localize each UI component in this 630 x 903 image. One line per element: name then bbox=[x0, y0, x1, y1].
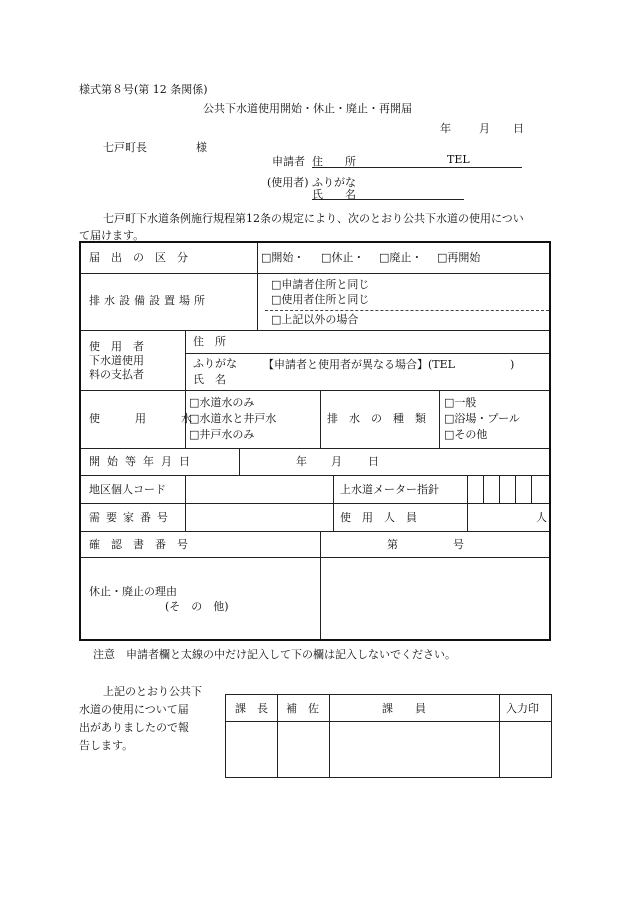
addressee-honorific: 様 bbox=[196, 141, 207, 154]
water-option-well[interactable]: □井戸水のみ bbox=[189, 428, 255, 441]
payer-label-3: 料の支払者 bbox=[89, 368, 144, 381]
addressee: 七戸町長 bbox=[103, 141, 147, 154]
payer-name-label: 氏 名 bbox=[193, 373, 226, 386]
reason-sub: (そ の 他) bbox=[165, 600, 229, 613]
haisui-option-applicant[interactable]: □申請者住所と同じ bbox=[271, 278, 370, 291]
date-day: 日 bbox=[513, 122, 524, 135]
approval-header-deputy: 補 佐 bbox=[286, 702, 319, 715]
haisui-option-user[interactable]: □使用者住所と同じ bbox=[271, 293, 370, 306]
option-start[interactable]: □開始・ bbox=[261, 251, 305, 264]
report-text-3: 出がありましたので報 bbox=[79, 721, 189, 734]
approval-header-stamp: 入力印 bbox=[506, 702, 539, 715]
application-form bbox=[79, 241, 551, 641]
confirm-number-label: 確 認 書 番 号 bbox=[89, 538, 188, 551]
approval-header-staff: 課 員 bbox=[382, 702, 426, 715]
water-option-tap[interactable]: □水道水のみ bbox=[189, 396, 255, 409]
option-abolish[interactable]: □廃止・ bbox=[379, 251, 423, 264]
payer-furigana-label: ふりがな bbox=[193, 357, 237, 370]
payer-note: 【申請者と使用者が異なる場合】(TEL ) bbox=[263, 358, 515, 371]
drain-kind-label: 排 水 の 種 類 bbox=[327, 412, 426, 425]
approval-header-chief: 課 長 bbox=[235, 702, 268, 715]
date-month: 月 bbox=[479, 122, 490, 135]
reason-label: 休止・廃止の理由 bbox=[89, 585, 177, 598]
meter-label: 上水道メーター指針 bbox=[340, 483, 439, 496]
approval-table bbox=[225, 694, 552, 778]
form-number: 様式第８号(第 12 条関係) bbox=[79, 83, 208, 96]
haisui-label: 排水設備設置場所 bbox=[89, 294, 209, 307]
report-text-2: 水道の使用について届 bbox=[79, 703, 189, 716]
applicant-label: 申請者 bbox=[272, 155, 305, 168]
intro-line2: て届けます。 bbox=[79, 229, 145, 242]
start-day: 日 bbox=[368, 455, 379, 468]
user-name-label: 氏 名 bbox=[312, 188, 356, 201]
customer-number-label: 需要家番号 bbox=[89, 511, 174, 524]
payer-address-label: 住 所 bbox=[193, 335, 226, 348]
date-year: 年 bbox=[440, 122, 451, 135]
payer-label-2: 下水道使用 bbox=[89, 354, 144, 367]
start-date-label: 開始等年月日 bbox=[89, 455, 197, 468]
drain-option-other[interactable]: □その他 bbox=[444, 428, 488, 441]
applicant-tel-label: TEL bbox=[447, 153, 470, 166]
people-unit: 人 bbox=[536, 511, 547, 524]
option-restart[interactable]: □再開始 bbox=[437, 251, 481, 264]
intro-line1: 七戸町下水道条例施行規程第12条の規定により、次のとおり公共下水道の使用につい bbox=[103, 212, 524, 225]
drain-option-bath[interactable]: □浴場・プール bbox=[444, 412, 520, 425]
haisui-option-other[interactable]: □上記以外の場合 bbox=[271, 313, 359, 326]
user-paren-label: (使用者) bbox=[267, 176, 309, 189]
report-text-1: 上記のとおり公共下 bbox=[103, 685, 202, 698]
option-pause[interactable]: □休止・ bbox=[321, 251, 365, 264]
user-furigana-label: ふりがな bbox=[312, 176, 356, 189]
form-title: 公共下水道使用開始・休止・廃止・再開届 bbox=[203, 102, 412, 115]
report-text-4: 告します。 bbox=[79, 739, 134, 752]
people-label: 使 用 人 員 bbox=[340, 511, 417, 524]
payer-label-1: 使 用 者 bbox=[89, 340, 144, 353]
drain-option-general[interactable]: □一般 bbox=[444, 396, 477, 409]
note-text: 注意 申請者欄と太線の中だけ記入して下の欄は記入しないでください。 bbox=[93, 648, 456, 661]
start-year: 年 bbox=[296, 455, 307, 468]
water-label: 使 用 水 bbox=[89, 412, 204, 425]
water-option-tap-well[interactable]: □水道水と井戸水 bbox=[189, 412, 277, 425]
applicant-address-label: 住 所 bbox=[312, 155, 356, 168]
confirm-number-value: 第 号 bbox=[387, 538, 464, 551]
district-code-label: 地区個人コード bbox=[89, 483, 166, 496]
todoke-label: 届 出 の 区 分 bbox=[89, 251, 188, 264]
start-month: 月 bbox=[331, 455, 342, 468]
